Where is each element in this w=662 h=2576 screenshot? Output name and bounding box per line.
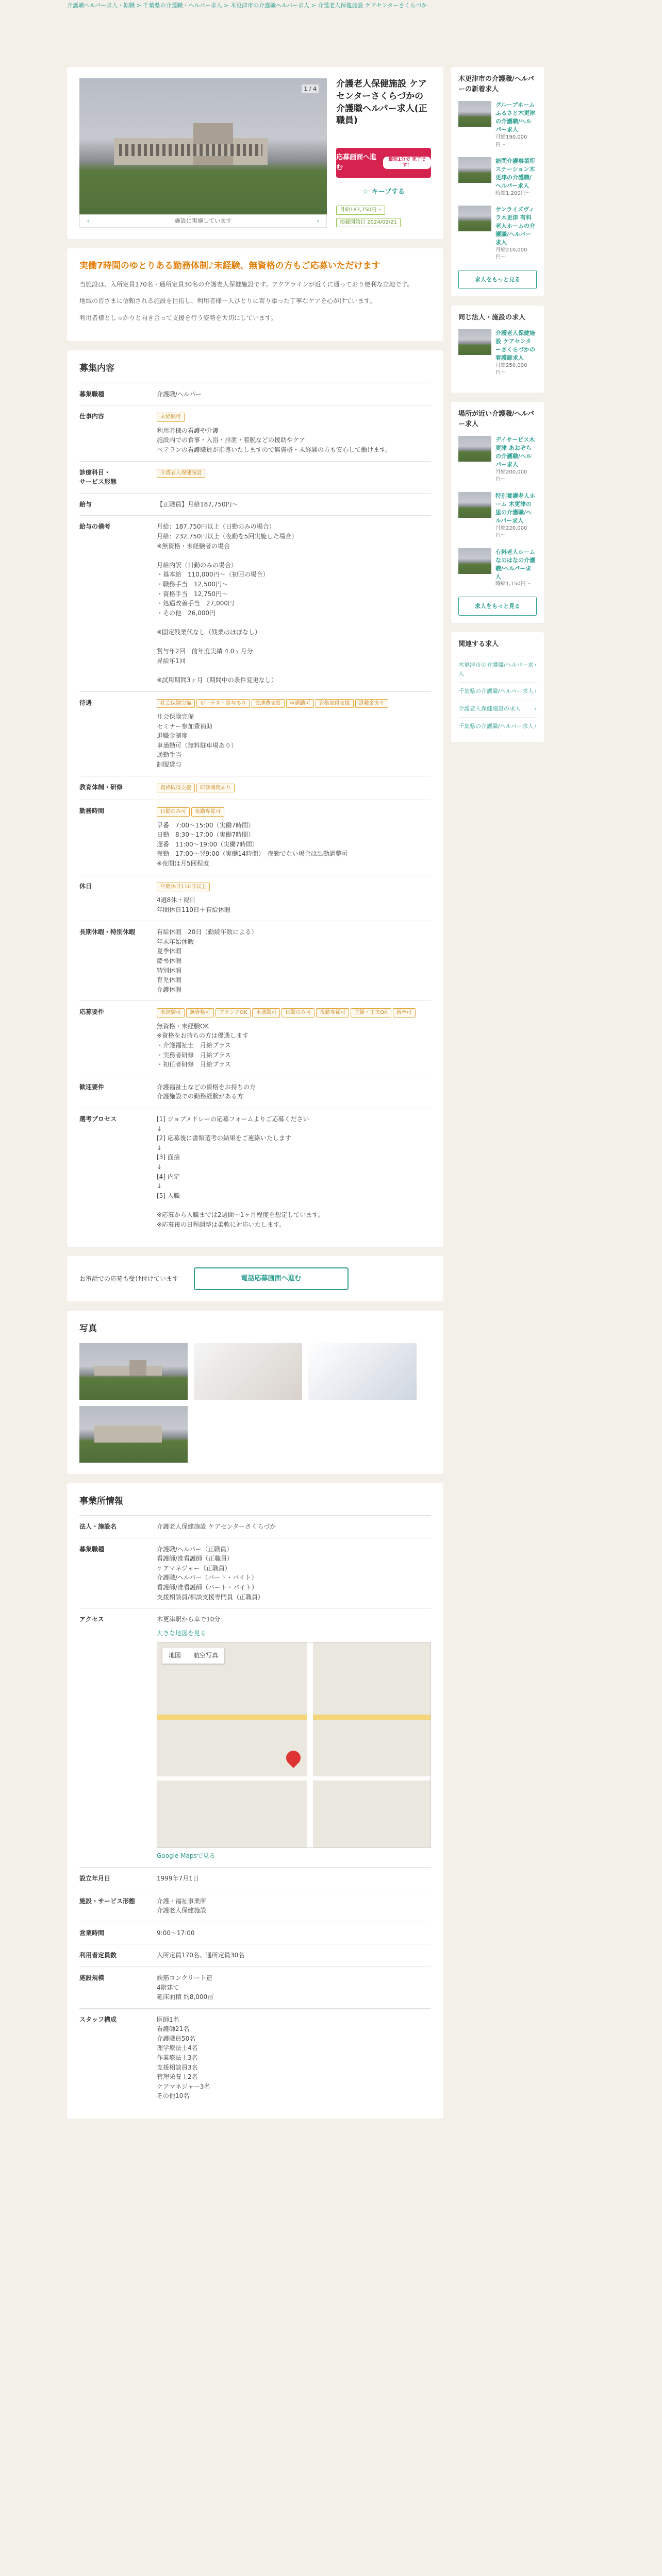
- row-value: 日勤のみ可 夜勤専従可 早番 7:00〜15:00（実働7時間） 日勤 8:30〜17:00（実働7時間） 遅番 11:00〜19:00（実働7時間） 夜勤 17:00〜翌9:00（実働14時間） 夜勤でない場合は出勤調整可 ※夜間は月5回程度: [157, 800, 431, 875]
- job-name: サンライズヴィラ木更津 有料老人ホームの介護職/ヘルパー求人: [495, 206, 535, 246]
- chevron-right-icon: ›: [534, 723, 537, 730]
- map-pin-icon: [283, 1748, 304, 1769]
- row-label: 長期休暇・特別休暇: [79, 921, 157, 1001]
- table-row: [79, 800, 431, 875]
- table-row: [79, 1108, 431, 1236]
- feature-tag: 車通勤可: [286, 699, 314, 708]
- near-jobs: [451, 402, 544, 623]
- facility-photo-slider[interactable]: [79, 78, 327, 228]
- row-value[interactable]: 介護職/ヘルパー（正職員） 看護師/准看護師（正職員） ケアマネジャー（正職員） 介護職/ヘルパー（パート・バイト） 看護師/准看護師（パート・バイト） 支援相談員/相談支援専門員（正職員）: [157, 1538, 431, 1608]
- table-row: [79, 1608, 431, 1868]
- row-label: 応募要件: [79, 1001, 157, 1076]
- salary-badge: 月給187,750円〜: [336, 206, 385, 215]
- table-row: [79, 516, 431, 691]
- feature-tag: 年間休日110日以上: [157, 883, 210, 892]
- intro-text: 地域の皆さまに信頼される施設を目指し、利用者様一人ひとりに寄り添った丁寧なケアを心がけています。: [79, 297, 376, 305]
- job-salary: 月給200,000円〜: [495, 469, 527, 483]
- row-label: 利用者定員数: [79, 1944, 157, 1967]
- row-value: 医師1名 看護師21名 介護職員50名 理学療法士4名 作業療法士3名 支援相談員3名 管理栄養士2名 ケアマネジャー3名 その他10名: [157, 2008, 431, 2107]
- row-value: 【正職員】月給187,750円〜: [157, 493, 431, 516]
- job-card[interactable]: [458, 492, 537, 540]
- gallery-photo[interactable]: [79, 1343, 188, 1400]
- row-label: 募集職種: [79, 383, 157, 405]
- feature-tag: 資格取得支援: [157, 784, 195, 793]
- job-thumbnail: [458, 436, 491, 462]
- job-salary: 月給190,000円〜: [495, 134, 527, 148]
- job-card[interactable]: [458, 101, 537, 149]
- phone-note: お電話での応募も受け付けています: [79, 1275, 179, 1282]
- job-name: 特別養護老人ホーム 木更津の里の介護職/ヘルパー求人: [495, 492, 535, 524]
- chevron-right-icon: ›: [534, 662, 537, 669]
- photo-caption: 施設に実施しています: [79, 214, 327, 228]
- row-value: 介護・福祉事業所 介護老人保健施設: [157, 1890, 431, 1922]
- row-label: 歓迎要件: [79, 1076, 157, 1108]
- map-tab[interactable]: 地図: [169, 1652, 181, 1659]
- intro-text: 当施設は、入所定員170名・通所定員30名の介護老人保健施設です。アクアラインが近くに通っており便利な立地です。: [79, 280, 413, 288]
- job-thumbnail: [458, 101, 491, 127]
- prev-arrow-icon[interactable]: ‹: [87, 217, 90, 225]
- table-row: [79, 1076, 431, 1108]
- row-label: 選考プロセス: [79, 1108, 157, 1236]
- row-label: 設立年月日: [79, 1867, 157, 1890]
- row-label: 休日: [79, 875, 157, 921]
- more-jobs-button[interactable]: 求人をもっと見る: [458, 270, 537, 289]
- row-value: 木更津駅から車で10分 大きな地図を見る 地図 航空写真 Google Mapsで見る: [157, 1608, 431, 1868]
- feature-tag: 未経験可: [157, 413, 185, 422]
- posted-date: 掲載開始日 2024/02/21: [336, 218, 401, 227]
- table-row: [79, 1516, 431, 1538]
- row-value: 年間休日110日以上 4週8休＋祝日 年間休日110日＋有給休暇: [157, 875, 431, 921]
- related-link[interactable]: 千葉県の介護職/ヘルパー求人 ›: [458, 682, 537, 700]
- chevron-right-icon: ›: [534, 705, 537, 713]
- feature-tag: 研修制度あり: [196, 784, 235, 793]
- job-title: 介護老人保健施設 ケアセンターさくらづかの介護職ヘルパー求人(正職員): [336, 79, 427, 126]
- job-salary: 月給220,000円〜: [495, 525, 527, 539]
- table-row: [79, 405, 431, 461]
- feature-tag: 日勤のみ可: [157, 807, 190, 817]
- feature-tag: 夜勤専従可: [316, 1008, 349, 1018]
- feature-tag: 資格取得支援: [316, 699, 354, 708]
- nearby-jobs: [451, 67, 544, 296]
- job-card[interactable]: [458, 206, 537, 262]
- intro-section: [67, 248, 443, 341]
- row-value: 未経験可 利用者様の看護や介護 施設内での食事・入浴・排泄・着脱などの援助やケア ベテランの看護職員が指導いたしますので無資格・未経験の方も安心して働けます。: [157, 405, 431, 461]
- table-row: [79, 776, 431, 800]
- row-value: [1] ジョブメドレーの応募フォームよりご応募ください ↓ [2] 応募後に書類選考の結果をご連絡いたします ↓ [3] 面接 ↓ [4] 内定 ↓ [5] 入職 ※応募から入職までは2週間〜1ヶ月程度を想定しています。 ※応募後の日程調整は柔軟に対応いたします。: [157, 1108, 431, 1236]
- feature-tag: 未経験可: [157, 1008, 185, 1018]
- map-view[interactable]: [157, 1642, 431, 1848]
- job-card[interactable]: [458, 548, 537, 588]
- photo-counter: 1 / 4: [302, 84, 319, 93]
- job-thumbnail: [458, 157, 491, 183]
- feature-tag: 日勤のみ可: [282, 1008, 315, 1018]
- row-label: 給与の備考: [79, 516, 157, 691]
- row-label: 施設規模: [79, 1967, 157, 2008]
- job-card[interactable]: [458, 436, 537, 484]
- side-heading: 関連する求人: [458, 640, 499, 648]
- row-value: 入所定員170名、通所定員30名: [157, 1944, 431, 1967]
- job-thumbnail: [458, 548, 491, 574]
- feature-tag: 新卒可: [393, 1008, 416, 1018]
- office-table: [79, 1515, 431, 2107]
- row-value: [157, 461, 431, 493]
- row-value: 1999年7月1日: [157, 1867, 431, 1890]
- keep-button[interactable]: ☆ キープする: [336, 187, 431, 197]
- feature-tag: 夜勤専従可: [191, 807, 224, 817]
- same-facility-jobs: [451, 306, 544, 393]
- row-label: 勤務時間: [79, 800, 157, 875]
- feature-tag: 退職金あり: [355, 699, 388, 708]
- row-label: 法人・施設名: [79, 1516, 157, 1538]
- phone-apply: [67, 1256, 443, 1301]
- row-label: 施設・サービス形態: [79, 1890, 157, 1922]
- job-name: デイサービス木更津 あおぞらの介護職/ヘルパー求人: [495, 436, 535, 468]
- job-thumbnail: [458, 206, 491, 231]
- row-value: [157, 776, 431, 800]
- job-salary: 時給1,200円〜: [495, 190, 531, 196]
- feature-tag: ボーナス・賞与あり: [196, 699, 250, 708]
- feature-tag: 主婦・主夫OK: [351, 1008, 391, 1018]
- job-name: 訪問介護事業所 ステーション木更津の介護職/ヘルパー求人: [495, 158, 535, 189]
- gallery-photo[interactable]: [79, 1406, 188, 1463]
- job-name: 有料老人ホーム なのはなの介護職/ヘルパー求人: [495, 548, 535, 580]
- map-type-tabs: [162, 1648, 224, 1664]
- row-value: 介護職/ヘルパー: [157, 383, 431, 405]
- phone-apply-button[interactable]: 電話応募画面へ進む: [194, 1267, 349, 1290]
- map-enlarge-link[interactable]: 大きな地図を見る: [157, 1629, 207, 1637]
- gallery-photo[interactable]: [308, 1343, 417, 1400]
- table-row: [79, 875, 431, 921]
- row-label: 診療科目・ サービス形態: [79, 461, 157, 493]
- apply-button[interactable]: 応募画面へ進む 最短1分で 完了です！: [336, 148, 431, 178]
- row-label: 給与: [79, 493, 157, 516]
- related-link[interactable]: 木更津市の介護職/ヘルパー求人 ›: [458, 656, 537, 682]
- recruit-table: [79, 383, 431, 1235]
- table-row: [79, 2008, 431, 2107]
- row-label: アクセス: [79, 1608, 157, 1868]
- row-label: 待遇: [79, 691, 157, 776]
- feature-tag: 無資格可: [186, 1008, 214, 1018]
- job-thumbnail: [458, 492, 491, 518]
- row-value: 有給休暇 20日（勤続年数による） 年末年始休暇 夏季休暇 慶弔休暇 特別休暇 育児休暇 介護休暇: [157, 921, 431, 1001]
- photos-section: [67, 1311, 443, 1473]
- feature-tag: 交通費支給: [252, 699, 285, 708]
- table-row: [79, 1890, 431, 1922]
- intro-text: 利用者様としっかりと向き合って支援を行う姿勢を大切にしています。: [79, 314, 277, 321]
- row-value: 社会保険完備 ボーナス・賞与あり 交通費支給 車通勤可 資格取得支援 退職金あり 社会保険完備 セミナー参加費補助 退職金制度 車通勤可（無料駐車場あり） 通勤手当 制服貸与: [157, 691, 431, 776]
- more-jobs-button[interactable]: 求人をもっと見る: [458, 597, 537, 616]
- row-value: 月給：187,750円以上（日勤のみの場合） 月給：232,750円以上（夜勤を5回実施した場合） ※無資格・未経験者の場合 月給内訳（日勤のみの場合） ・基本給 110,000円〜（初回の場合） ・職務手当 12,500円〜 ・資格手当 12,750円〜 ・処遇改善手当 27,000円 ・その他 26,000円 ※固定残業代なし（残業はほぼなし） 賞与年2回 前年度実績 4.0ヶ月分 昇給年1回 ※試用期間3ヶ月（期間中の条件変更なし）: [157, 516, 431, 691]
- section-heading: 募集内容: [79, 363, 114, 374]
- next-arrow-icon[interactable]: ›: [317, 217, 320, 225]
- map-tab[interactable]: 航空写真: [193, 1652, 219, 1659]
- feature-tag: ブランクOK: [216, 1008, 251, 1018]
- recruit-section: [67, 350, 443, 1247]
- job-salary: 月給210,000円〜: [495, 247, 527, 261]
- related-link[interactable]: 千葉県の介護職/ヘルパー求人 ›: [458, 717, 537, 735]
- catch-copy: 実働7時間のゆとりある勤務体制♪未経験、無資格の方もご応募いただけます: [79, 261, 380, 271]
- side-heading: 場所が近い介護職/ヘルパー求人: [458, 410, 534, 429]
- table-row: [79, 493, 431, 516]
- side-heading: 同じ法人・施設の求人: [458, 314, 526, 322]
- office-section: [67, 1483, 443, 2119]
- row-label: 募集職種: [79, 1538, 157, 1608]
- job-card[interactable]: [458, 157, 537, 197]
- breadcrumb[interactable]: 介護職ヘルパー求人・転職 > 千葉県の介護職・ヘルパー求人 > 木更津市の介護職ヘルパー求人 > 介護老人保健施設 ケアセンターさくらづか: [67, 2, 427, 9]
- row-value: 9:00〜17:00: [157, 1922, 431, 1944]
- job-name: グループホームふるさと木更津の介護職/ヘルパー求人: [495, 101, 535, 133]
- table-row: [79, 383, 431, 405]
- row-label: 仕事内容: [79, 405, 157, 461]
- table-row: [79, 1944, 431, 1967]
- table-row: [79, 691, 431, 776]
- related-jobs: [451, 632, 544, 742]
- row-value: 鉄筋コンクリート造 4階建て 延床面積 約8,000㎡: [157, 1967, 431, 2008]
- section-heading: 写真: [79, 1324, 97, 1334]
- job-salary: 時給1,150円〜: [495, 581, 531, 587]
- job-header: [67, 67, 443, 239]
- row-value: 未経験可 無資格可 ブランクOK 車通勤可 日勤のみ可 夜勤専従可 主婦・主夫OK 新卒可 無資格・未経験OK ※資格をお持ちの方は優遇します ・介護福祉士 月給プラス ・実務者研修 月給プラス ・初任者研修 月給プラス: [157, 1001, 431, 1076]
- job-card[interactable]: 介護老人保健施設 ケアセンターさくらづかの看護師求人 月給250,000円〜: [458, 329, 537, 377]
- table-row: [79, 921, 431, 1001]
- feature-tag: 社会保険完備: [157, 699, 195, 708]
- table-row: [79, 1967, 431, 2008]
- feature-tag: 介護老人保健施設: [157, 469, 205, 478]
- google-maps-link[interactable]: Google Mapsで見る: [157, 1852, 216, 1860]
- row-value: 介護福祉士などの資格をお持ちの方 介護施設での勤務経験がある方: [157, 1076, 431, 1108]
- side-heading: 木更津市の介護職/ヘルパーの新着求人: [458, 75, 534, 94]
- table-row: [79, 1001, 431, 1076]
- table-row: [79, 461, 431, 493]
- table-row: [79, 1538, 431, 1608]
- section-heading: 事業所情報: [79, 1496, 123, 1506]
- feature-tag: 車通勤可: [252, 1008, 280, 1018]
- chevron-right-icon: ›: [534, 688, 537, 695]
- gallery-photo[interactable]: [194, 1343, 302, 1400]
- table-row: [79, 1867, 431, 1890]
- row-value[interactable]: 介護老人保健施設 ケアセンターさくらづか: [157, 1516, 431, 1538]
- star-icon: ☆: [362, 188, 369, 196]
- related-link[interactable]: 介護老人保健施設の求人 ›: [458, 700, 537, 717]
- row-label: 教育体制・研修: [79, 776, 157, 800]
- row-label: 営業時間: [79, 1922, 157, 1944]
- table-row: [79, 1922, 431, 1944]
- row-label: スタッフ構成: [79, 2008, 157, 2107]
